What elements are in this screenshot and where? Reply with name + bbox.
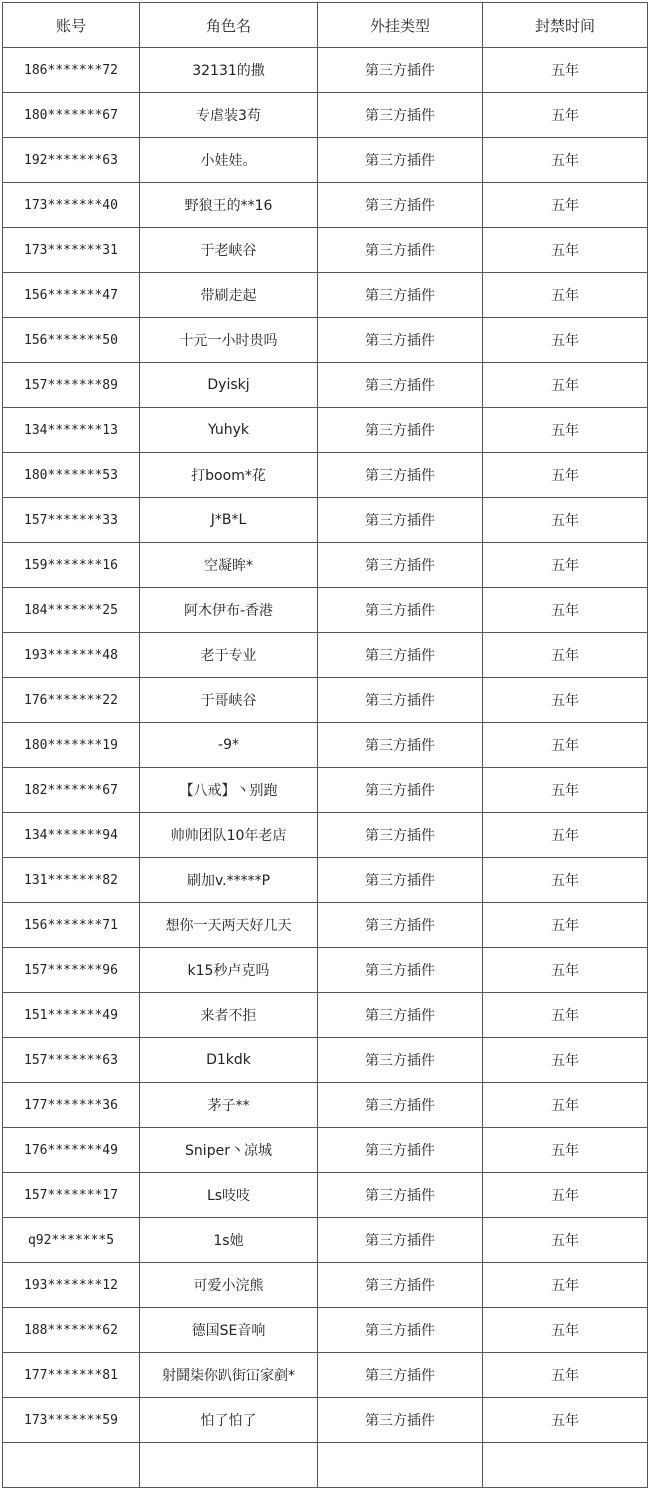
role-name-cell: 想你一天两天好几天 [140,903,318,948]
table-row [3,813,648,858]
account-cell: 131*******82 [3,858,140,903]
ban-duration-cell: 五年 [483,1218,648,1263]
ban-duration-cell: 五年 [483,273,648,318]
table-row [3,138,648,183]
role-name-cell: 十元一小时贵吗 [140,318,318,363]
account-cell: 151*******49 [3,993,140,1038]
table-row [3,1353,648,1398]
cheat-type-cell: 第三方插件 [318,93,483,138]
ban-duration-cell: 五年 [483,678,648,723]
table-row [3,228,648,273]
cheat-type-cell: 第三方插件 [318,48,483,93]
cheat-type-cell: 第三方插件 [318,768,483,813]
account-cell: 156*******71 [3,903,140,948]
cheat-type-cell: 第三方插件 [318,993,483,1038]
table-row [3,1308,648,1353]
account-cell: 156*******50 [3,318,140,363]
account-cell: 180*******53 [3,453,140,498]
role-name-cell: 射鬪柒你趴街冚家剷* [140,1353,318,1398]
cheat-type-cell: 第三方插件 [318,723,483,768]
ban-duration-cell: 五年 [483,813,648,858]
role-name-cell: 帅帅团队10年老店 [140,813,318,858]
header-account: 账号 [3,3,140,48]
table-row [3,588,648,633]
table-row [3,273,648,318]
account-cell: 173*******31 [3,228,140,273]
ban-duration-cell: 五年 [483,228,648,273]
table-row [3,318,648,363]
table-row [3,1083,648,1128]
cheat-type-cell: 第三方插件 [318,1308,483,1353]
role-name-cell [140,1443,318,1488]
account-cell: 176*******49 [3,1128,140,1173]
cheat-type-cell: 第三方插件 [318,858,483,903]
table-row [3,1128,648,1173]
account-cell: 186*******72 [3,48,140,93]
header-ban-duration: 封禁时间 [483,3,648,48]
table-row [3,1218,648,1263]
account-cell: 193*******12 [3,1263,140,1308]
ban-duration-cell: 五年 [483,543,648,588]
account-cell: 157*******17 [3,1173,140,1218]
table-row [3,903,648,948]
table-row [3,453,648,498]
ban-duration-cell: 五年 [483,1128,648,1173]
role-name-cell: D1kdk [140,1038,318,1083]
table-row [3,48,648,93]
cheat-type-cell: 第三方插件 [318,1038,483,1083]
table-row [3,1038,648,1083]
table-row [3,93,648,138]
table-row [3,858,648,903]
account-cell: 182*******67 [3,768,140,813]
account-cell: 157*******96 [3,948,140,993]
table-row [3,948,648,993]
ban-duration-cell: 五年 [483,453,648,498]
role-name-cell: 可爱小浣熊 [140,1263,318,1308]
role-name-cell: Ls吱吱 [140,1173,318,1218]
header-role-name: 角色名 [140,3,318,48]
cheat-type-cell: 第三方插件 [318,1173,483,1218]
ban-duration-cell: 五年 [483,993,648,1038]
ban-duration-cell: 五年 [483,588,648,633]
role-name-cell: 野狼王的**16 [140,183,318,228]
cheat-type-cell: 第三方插件 [318,633,483,678]
ban-duration-cell: 五年 [483,93,648,138]
account-cell: 157*******89 [3,363,140,408]
table-row [3,1173,648,1218]
account-cell: 157*******63 [3,1038,140,1083]
cheat-type-cell: 第三方插件 [318,318,483,363]
cheat-type-cell: 第三方插件 [318,453,483,498]
role-name-cell: 老于专业 [140,633,318,678]
table-row [3,768,648,813]
cheat-type-cell: 第三方插件 [318,543,483,588]
account-cell: 193*******48 [3,633,140,678]
ban-duration-cell: 五年 [483,138,648,183]
ban-duration-cell: 五年 [483,363,648,408]
table-row [3,723,648,768]
ban-duration-cell: 五年 [483,858,648,903]
table-body [3,48,648,1488]
role-name-cell: 打boom*花 [140,453,318,498]
account-cell: 173*******59 [3,1398,140,1443]
role-name-cell: Dyiskj [140,363,318,408]
cheat-type-cell: 第三方插件 [318,948,483,993]
account-cell: 157*******33 [3,498,140,543]
ban-duration-cell: 五年 [483,633,648,678]
account-cell: 188*******62 [3,1308,140,1353]
role-name-cell: 专虐装3苟 [140,93,318,138]
role-name-cell: 【八戒】丶别跑 [140,768,318,813]
table-row [3,498,648,543]
ban-duration-cell: 五年 [483,723,648,768]
ban-duration-cell: 五年 [483,903,648,948]
table-row [3,678,648,723]
cheat-type-cell: 第三方插件 [318,1398,483,1443]
ban-duration-cell: 五年 [483,948,648,993]
role-name-cell: 怕了怕了 [140,1398,318,1443]
role-name-cell: 德国SE音响 [140,1308,318,1353]
ban-duration-cell: 五年 [483,1173,648,1218]
table-row [3,183,648,228]
account-cell: 156*******47 [3,273,140,318]
ban-duration-cell: 五年 [483,48,648,93]
ban-duration-cell: 五年 [483,408,648,453]
table-row [3,633,648,678]
role-name-cell: 于老峡谷 [140,228,318,273]
table-row [3,1443,648,1488]
role-name-cell: 刷加v.*****P [140,858,318,903]
role-name-cell: 空凝眸* [140,543,318,588]
table-row [3,543,648,588]
ban-duration-cell [483,1443,648,1488]
cheat-type-cell: 第三方插件 [318,138,483,183]
ban-duration-cell: 五年 [483,1353,648,1398]
role-name-cell: k15秒卢克吗 [140,948,318,993]
table-row [3,993,648,1038]
account-cell: 159*******16 [3,543,140,588]
ban-duration-cell: 五年 [483,1083,648,1128]
cheat-type-cell: 第三方插件 [318,498,483,543]
cheat-type-cell: 第三方插件 [318,678,483,723]
table-header [3,3,648,48]
role-name-cell: Sniper丶凉城 [140,1128,318,1173]
cheat-type-cell [318,1443,483,1488]
table-row [3,1398,648,1443]
ban-duration-cell: 五年 [483,1398,648,1443]
cheat-type-cell: 第三方插件 [318,183,483,228]
account-cell: 180*******19 [3,723,140,768]
ban-duration-cell: 五年 [483,768,648,813]
cheat-type-cell: 第三方插件 [318,408,483,453]
account-cell: 192*******63 [3,138,140,183]
role-name-cell: 茅子** [140,1083,318,1128]
cheat-type-cell: 第三方插件 [318,903,483,948]
account-cell: 134*******94 [3,813,140,858]
header-cheat-type: 外挂类型 [318,3,483,48]
ban-duration-cell: 五年 [483,1308,648,1353]
account-cell: 177*******81 [3,1353,140,1398]
cheat-type-cell: 第三方插件 [318,228,483,273]
cheat-type-cell: 第三方插件 [318,588,483,633]
ban-duration-cell: 五年 [483,498,648,543]
role-name-cell: Yuhyk [140,408,318,453]
account-cell: 184*******25 [3,588,140,633]
account-cell [3,1443,140,1488]
cheat-type-cell: 第三方插件 [318,363,483,408]
ban-list-table [2,2,648,1488]
cheat-type-cell: 第三方插件 [318,1128,483,1173]
account-cell: q92*******5 [3,1218,140,1263]
cheat-type-cell: 第三方插件 [318,1353,483,1398]
role-name-cell: 来者不拒 [140,993,318,1038]
account-cell: 180*******67 [3,93,140,138]
cheat-type-cell: 第三方插件 [318,1218,483,1263]
cheat-type-cell: 第三方插件 [318,273,483,318]
role-name-cell: 于哥峡谷 [140,678,318,723]
role-name-cell: 1s她 [140,1218,318,1263]
role-name-cell: -9* [140,723,318,768]
role-name-cell: 阿木伊布-香港 [140,588,318,633]
role-name-cell: J*B*L [140,498,318,543]
account-cell: 176*******22 [3,678,140,723]
cheat-type-cell: 第三方插件 [318,813,483,858]
role-name-cell: 带刷走起 [140,273,318,318]
ban-duration-cell: 五年 [483,1038,648,1083]
cheat-type-cell: 第三方插件 [318,1263,483,1308]
role-name-cell: 小娃娃。 [140,138,318,183]
ban-duration-cell: 五年 [483,318,648,363]
header-row [3,3,648,48]
cheat-type-cell: 第三方插件 [318,1083,483,1128]
account-cell: 177*******36 [3,1083,140,1128]
ban-duration-cell: 五年 [483,183,648,228]
role-name-cell: 32131的撒 [140,48,318,93]
table-row [3,408,648,453]
ban-duration-cell: 五年 [483,1263,648,1308]
table-row [3,363,648,408]
account-cell: 134*******13 [3,408,140,453]
account-cell: 173*******40 [3,183,140,228]
table-row [3,1263,648,1308]
